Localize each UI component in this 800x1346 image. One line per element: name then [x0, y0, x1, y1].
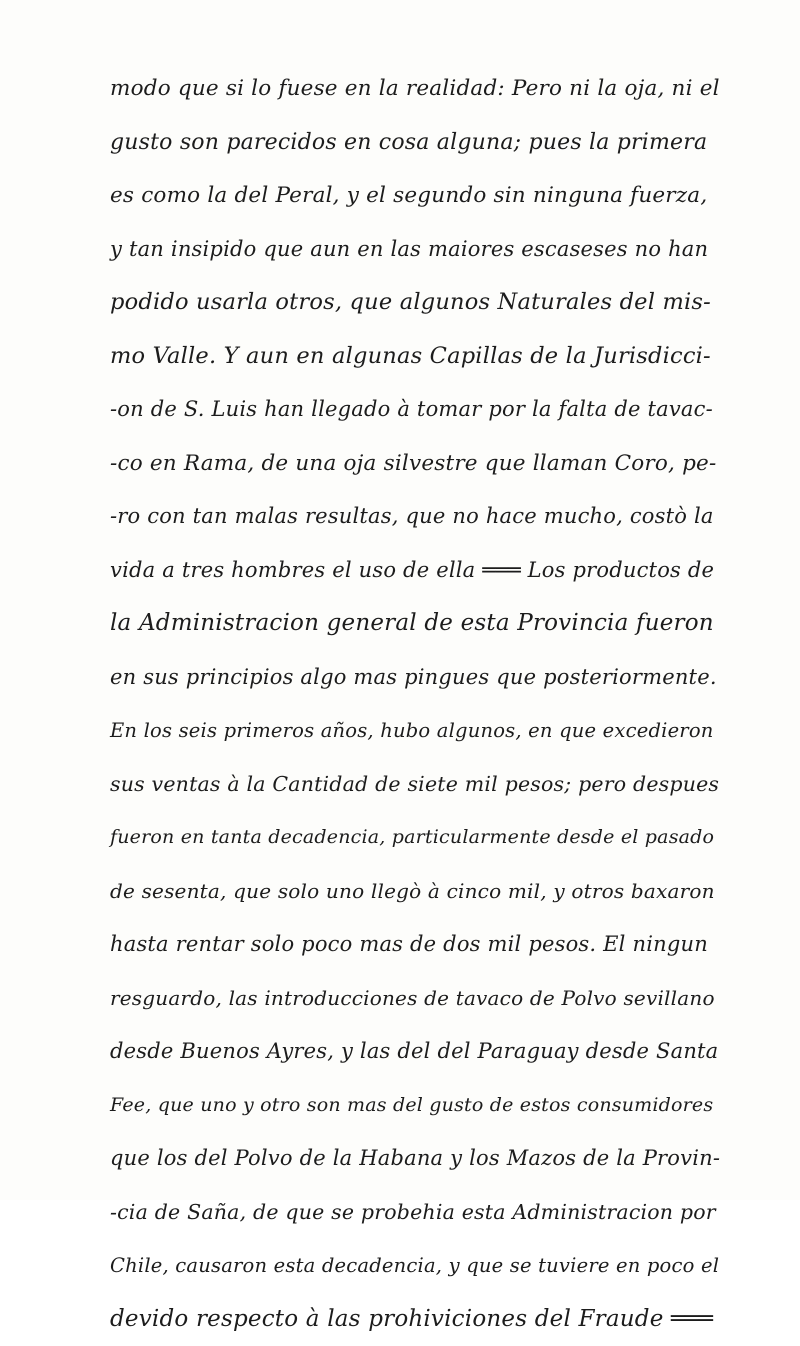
manuscript-line: es como la del Peral, y el segundo sin ninguna fuerza,	[110, 169, 720, 223]
manuscript-line: sus ventas à la Cantidad de siete mil pesos; pero despues	[110, 758, 720, 812]
manuscript-line: la Administracion general de esta Provincia fueron	[110, 597, 720, 651]
manuscript-line: hasta rentar solo poco mas de dos mil pesos. El ningun	[110, 918, 720, 972]
manuscript-line: desde Buenos Ayres, y las del del Paraguay desde Santa	[110, 1025, 720, 1079]
manuscript-line: mo Valle. Y aun en algunas Capillas de la Jurisdicci-	[110, 330, 720, 384]
manuscript-line: que los del Polvo de la Habana y los Mazos de la Provin-	[110, 1132, 720, 1186]
manuscript-line: Fee, que uno y otro son mas del gusto de estos consumidores	[110, 1079, 720, 1133]
manuscript-line: gusto son parecidos en cosa alguna; pues la primera	[110, 116, 720, 170]
manuscript-line: podido usarla otros, que algunos Naturales del mis-	[110, 276, 720, 330]
manuscript-line: y tan insipido que aun en las maiores escaseses no han	[110, 223, 720, 277]
manuscript-line: Chile, causaron esta decadencia, y que se tuviere en poco el	[110, 1239, 720, 1293]
manuscript-line: fueron en tanta decadencia, particularmente desde el pasado	[110, 811, 720, 865]
manuscript-line: -on de S. Luis han llegado à tomar por la falta de tavac-	[110, 383, 720, 437]
manuscript-line: -co en Rama, de una oja silvestre que llaman Coro, pe-	[110, 437, 720, 491]
manuscript-line: -ro con tan malas resultas, que no hace mucho, costò la	[110, 490, 720, 544]
manuscript-line: En los seis primeros años, hubo algunos, en que excedieron	[110, 704, 720, 758]
manuscript-text-block	[110, 62, 720, 1346]
manuscript-line: en sus principios algo mas pingues que posteriormente.	[110, 651, 720, 705]
manuscript-line: modo que si lo fuese en la realidad: Pero ni la oja, ni el	[110, 62, 720, 116]
manuscript-line: -cia de Saña, de que se probehia esta Administracion por	[110, 1186, 720, 1240]
manuscript-line: de sesenta, que solo uno llegò à cinco mil, y otros baxaron	[110, 865, 720, 919]
manuscript-line: vida a tres hombres el uso de ella ═══ Los productos de	[110, 544, 720, 598]
manuscript-line: devido respecto à las prohiviciones del Fraude ═══	[110, 1293, 720, 1346]
manuscript-line: resguardo, las introducciones de tavaco de Polvo sevillano	[110, 972, 720, 1026]
